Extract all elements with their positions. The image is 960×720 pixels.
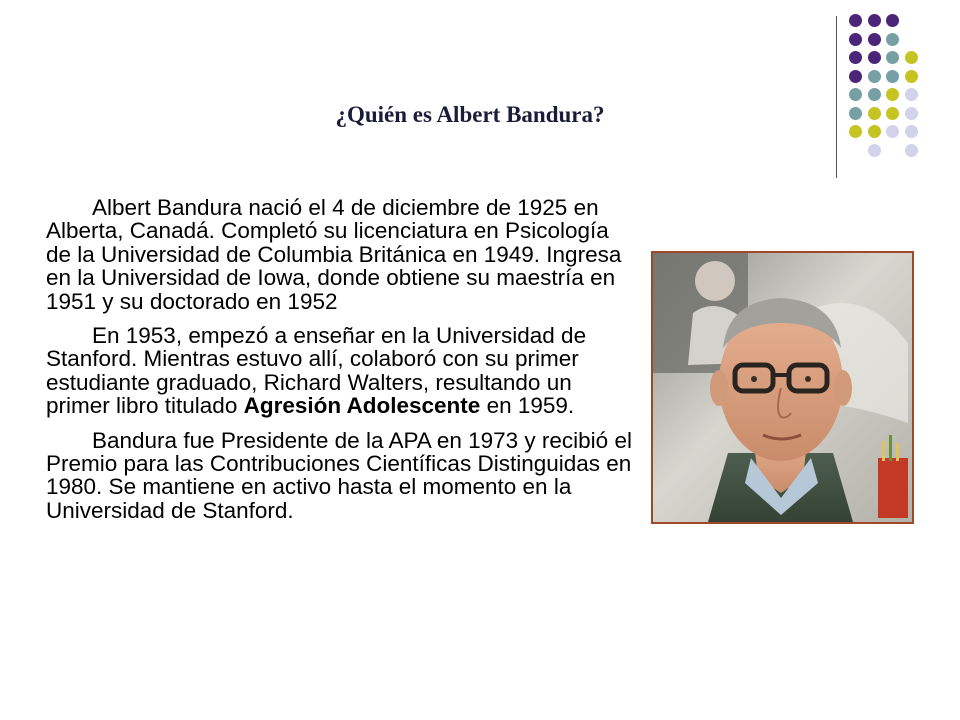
decorative-dot — [868, 107, 881, 120]
decorative-dot — [868, 144, 881, 157]
decorative-dot — [868, 14, 881, 27]
decorative-dot — [849, 70, 862, 83]
decorative-dot — [905, 88, 918, 101]
decorative-dot — [905, 107, 918, 120]
decorative-dot — [886, 70, 899, 83]
decorative-dot — [886, 33, 899, 46]
decorative-dot — [868, 125, 881, 138]
decorative-dot — [905, 144, 918, 157]
portrait-illustration — [653, 253, 912, 522]
paragraph-stanford-end: en 1959. — [480, 393, 575, 419]
divider-line — [836, 16, 837, 178]
paragraph-birth: Albert Bandura nació el 4 de diciembre de 1925 en Alberta, Canadá. Completó su licenciatura en Psicología de la Universidad de Columbia Británica en 1949. Ingresa en la Universidad de Iowa, donde obtiene su maestría en 1951 y su doctorado en 1952 — [46, 195, 622, 314]
decorative-dot — [868, 51, 881, 64]
decorative-dot — [849, 51, 862, 64]
decorative-dot — [849, 125, 862, 138]
decorative-dot — [849, 88, 862, 101]
paragraph-stanford-start: En 1953, empezó a enseñar en la Universidad de Stanford. Mientras estuvo allí, colaboró con su primer estudiante graduado, Richard Walters, resultando un primer libro titulado — [46, 323, 587, 419]
decorative-dot — [905, 125, 918, 138]
decorative-dot — [886, 88, 899, 101]
portrait-photo — [651, 251, 914, 524]
decorative-dot — [868, 33, 881, 46]
decorative-dot — [849, 107, 862, 120]
paragraph-apa: Bandura fue Presidente de la APA en 1973 y recibió el Premio para las Contribuciones Científicas Distinguidas en 1980. Se mantiene en activo hasta el momento en la Universidad de Stanford. — [46, 427, 632, 523]
decorative-dot — [886, 107, 899, 120]
decorative-dot — [868, 88, 881, 101]
decorative-dot — [868, 70, 881, 83]
decorative-dot — [886, 14, 899, 27]
decorative-dot — [849, 33, 862, 46]
decorative-dot — [886, 125, 899, 138]
decorative-dot — [849, 14, 862, 27]
decorative-dot — [905, 70, 918, 83]
book-title: Agresión Adolescente — [243, 393, 481, 419]
slide-title: ¿Quién es Albert Bandura? — [335, 102, 605, 127]
body-text — [46, 196, 636, 533]
decorative-dot-grid — [849, 14, 939, 154]
decorative-dot — [905, 51, 918, 64]
decorative-dot — [886, 51, 899, 64]
paragraph-stanford — [46, 324, 636, 418]
